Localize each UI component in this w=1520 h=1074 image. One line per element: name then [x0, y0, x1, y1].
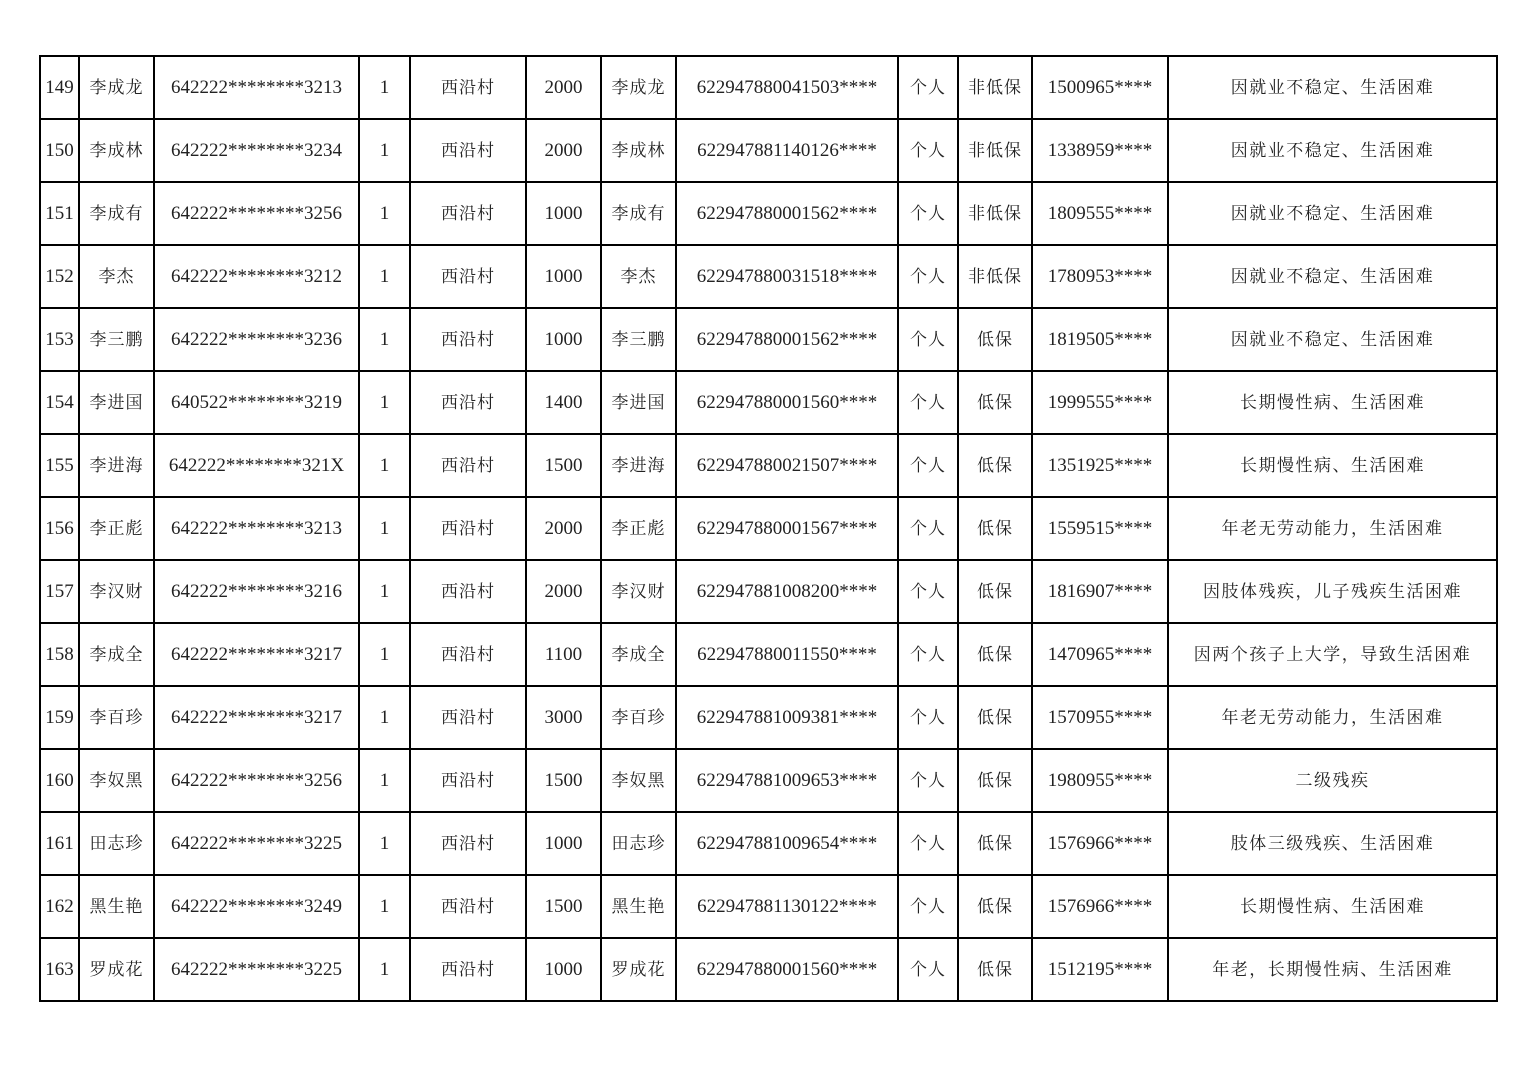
- cell-welfare-status: 非低保: [958, 119, 1032, 182]
- cell-hardship-reason: 因就业不稳定、生活困难: [1168, 245, 1497, 308]
- cell-payee-name: 李成全: [601, 623, 676, 686]
- cell-bank-account: 622947881008200****: [676, 560, 898, 623]
- cell-serial-number: 158: [40, 623, 79, 686]
- cell-phone-number: 1500965****: [1032, 56, 1168, 119]
- cell-name: 李正彪: [79, 497, 154, 560]
- cell-account-type: 个人: [898, 245, 958, 308]
- cell-village: 西沿村: [410, 497, 526, 560]
- table-row: [40, 686, 1497, 749]
- cell-welfare-status: 低保: [958, 749, 1032, 812]
- cell-payee-name: 李成龙: [601, 56, 676, 119]
- cell-village: 西沿村: [410, 623, 526, 686]
- cell-serial-number: 163: [40, 938, 79, 1001]
- cell-amount: 1000: [526, 812, 601, 875]
- cell-amount: 1000: [526, 938, 601, 1001]
- table-row: [40, 749, 1497, 812]
- cell-phone-number: 1576966****: [1032, 875, 1168, 938]
- cell-payee-name: 李杰: [601, 245, 676, 308]
- cell-household-size: 1: [359, 308, 410, 371]
- cell-id-number: 642222********3213: [154, 56, 359, 119]
- cell-hardship-reason: 长期慢性病、生活困难: [1168, 875, 1497, 938]
- cell-household-size: 1: [359, 623, 410, 686]
- cell-household-size: 1: [359, 875, 410, 938]
- cell-payee-name: 李进海: [601, 434, 676, 497]
- cell-serial-number: 162: [40, 875, 79, 938]
- cell-bank-account: 622947880031518****: [676, 245, 898, 308]
- cell-phone-number: 1576966****: [1032, 812, 1168, 875]
- cell-bank-account: 622947881009653****: [676, 749, 898, 812]
- table-row: [40, 434, 1497, 497]
- cell-name: 田志珍: [79, 812, 154, 875]
- cell-bank-account: 622947880001562****: [676, 308, 898, 371]
- cell-bank-account: 622947880001567****: [676, 497, 898, 560]
- cell-payee-name: 李奴黑: [601, 749, 676, 812]
- cell-serial-number: 159: [40, 686, 79, 749]
- cell-household-size: 1: [359, 434, 410, 497]
- cell-name: 李成全: [79, 623, 154, 686]
- cell-serial-number: 154: [40, 371, 79, 434]
- cell-account-type: 个人: [898, 938, 958, 1001]
- cell-amount: 1000: [526, 182, 601, 245]
- cell-household-size: 1: [359, 245, 410, 308]
- cell-account-type: 个人: [898, 686, 958, 749]
- cell-bank-account: 622947880011550****: [676, 623, 898, 686]
- cell-phone-number: 1780953****: [1032, 245, 1168, 308]
- cell-account-type: 个人: [898, 56, 958, 119]
- cell-village: 西沿村: [410, 371, 526, 434]
- cell-welfare-status: 非低保: [958, 56, 1032, 119]
- cell-village: 西沿村: [410, 182, 526, 245]
- cell-phone-number: 1570955****: [1032, 686, 1168, 749]
- table-row: [40, 812, 1497, 875]
- cell-name: 李汉财: [79, 560, 154, 623]
- cell-name: 黑生艳: [79, 875, 154, 938]
- cell-serial-number: 155: [40, 434, 79, 497]
- cell-bank-account: 622947880021507****: [676, 434, 898, 497]
- cell-village: 西沿村: [410, 119, 526, 182]
- cell-welfare-status: 低保: [958, 497, 1032, 560]
- cell-village: 西沿村: [410, 308, 526, 371]
- cell-welfare-status: 低保: [958, 875, 1032, 938]
- cell-serial-number: 150: [40, 119, 79, 182]
- cell-name: 李三鹏: [79, 308, 154, 371]
- cell-id-number: 642222********3256: [154, 749, 359, 812]
- cell-phone-number: 1512195****: [1032, 938, 1168, 1001]
- cell-village: 西沿村: [410, 686, 526, 749]
- table-row: [40, 245, 1497, 308]
- cell-id-number: 642222********3213: [154, 497, 359, 560]
- cell-welfare-status: 低保: [958, 371, 1032, 434]
- cell-bank-account: 622947880001560****: [676, 938, 898, 1001]
- cell-hardship-reason: 年老，长期慢性病、生活困难: [1168, 938, 1497, 1001]
- cell-amount: 2000: [526, 119, 601, 182]
- cell-id-number: 642222********3225: [154, 938, 359, 1001]
- cell-bank-account: 622947881009381****: [676, 686, 898, 749]
- cell-payee-name: 李汉财: [601, 560, 676, 623]
- cell-village: 西沿村: [410, 560, 526, 623]
- cell-bank-account: 622947881009654****: [676, 812, 898, 875]
- cell-payee-name: 黑生艳: [601, 875, 676, 938]
- cell-account-type: 个人: [898, 623, 958, 686]
- table-row: [40, 560, 1497, 623]
- cell-name: 罗成花: [79, 938, 154, 1001]
- cell-hardship-reason: 因肢体残疾，儿子残疾生活困难: [1168, 560, 1497, 623]
- cell-hardship-reason: 长期慢性病、生活困难: [1168, 371, 1497, 434]
- cell-phone-number: 1819505****: [1032, 308, 1168, 371]
- cell-payee-name: 罗成花: [601, 938, 676, 1001]
- cell-welfare-status: 非低保: [958, 245, 1032, 308]
- cell-welfare-status: 非低保: [958, 182, 1032, 245]
- cell-payee-name: 李百珍: [601, 686, 676, 749]
- cell-serial-number: 156: [40, 497, 79, 560]
- cell-village: 西沿村: [410, 434, 526, 497]
- cell-serial-number: 149: [40, 56, 79, 119]
- cell-amount: 1000: [526, 308, 601, 371]
- cell-household-size: 1: [359, 182, 410, 245]
- cell-payee-name: 李成林: [601, 119, 676, 182]
- cell-account-type: 个人: [898, 182, 958, 245]
- cell-amount: 2000: [526, 560, 601, 623]
- cell-id-number: 642222********321X: [154, 434, 359, 497]
- cell-welfare-status: 低保: [958, 560, 1032, 623]
- cell-account-type: 个人: [898, 497, 958, 560]
- cell-amount: 2000: [526, 56, 601, 119]
- cell-household-size: 1: [359, 749, 410, 812]
- cell-village: 西沿村: [410, 938, 526, 1001]
- cell-id-number: 640522********3219: [154, 371, 359, 434]
- cell-bank-account: 622947880001562****: [676, 182, 898, 245]
- cell-village: 西沿村: [410, 812, 526, 875]
- cell-id-number: 642222********3225: [154, 812, 359, 875]
- cell-phone-number: 1559515****: [1032, 497, 1168, 560]
- cell-id-number: 642222********3234: [154, 119, 359, 182]
- table-row: [40, 119, 1497, 182]
- cell-welfare-status: 低保: [958, 434, 1032, 497]
- relief-roster-table: [39, 55, 1498, 1002]
- cell-hardship-reason: 因两个孩子上大学，导致生活困难: [1168, 623, 1497, 686]
- cell-phone-number: 1351925****: [1032, 434, 1168, 497]
- cell-hardship-reason: 因就业不稳定、生活困难: [1168, 308, 1497, 371]
- cell-name: 李进国: [79, 371, 154, 434]
- cell-phone-number: 1470965****: [1032, 623, 1168, 686]
- cell-id-number: 642222********3256: [154, 182, 359, 245]
- cell-household-size: 1: [359, 371, 410, 434]
- cell-amount: 1500: [526, 749, 601, 812]
- cell-welfare-status: 低保: [958, 812, 1032, 875]
- cell-village: 西沿村: [410, 56, 526, 119]
- cell-payee-name: 李成有: [601, 182, 676, 245]
- cell-phone-number: 1980955****: [1032, 749, 1168, 812]
- table-row: [40, 371, 1497, 434]
- cell-id-number: 642222********3216: [154, 560, 359, 623]
- cell-payee-name: 李进国: [601, 371, 676, 434]
- cell-household-size: 1: [359, 560, 410, 623]
- cell-welfare-status: 低保: [958, 686, 1032, 749]
- cell-name: 李成龙: [79, 56, 154, 119]
- cell-household-size: 1: [359, 938, 410, 1001]
- cell-payee-name: 田志珍: [601, 812, 676, 875]
- table-row: [40, 938, 1497, 1001]
- table-row: [40, 182, 1497, 245]
- cell-serial-number: 161: [40, 812, 79, 875]
- cell-amount: 1500: [526, 875, 601, 938]
- cell-household-size: 1: [359, 119, 410, 182]
- cell-name: 李奴黑: [79, 749, 154, 812]
- cell-village: 西沿村: [410, 245, 526, 308]
- cell-id-number: 642222********3212: [154, 245, 359, 308]
- cell-amount: 2000: [526, 497, 601, 560]
- cell-bank-account: 622947880001560****: [676, 371, 898, 434]
- cell-name: 李杰: [79, 245, 154, 308]
- table-body: [40, 56, 1497, 1001]
- cell-hardship-reason: 肢体三级残疾、生活困难: [1168, 812, 1497, 875]
- cell-household-size: 1: [359, 812, 410, 875]
- cell-account-type: 个人: [898, 119, 958, 182]
- table-row: [40, 56, 1497, 119]
- cell-name: 李百珍: [79, 686, 154, 749]
- cell-phone-number: 1338959****: [1032, 119, 1168, 182]
- cell-bank-account: 622947880041503****: [676, 56, 898, 119]
- cell-bank-account: 622947881130122****: [676, 875, 898, 938]
- cell-hardship-reason: 长期慢性病、生活困难: [1168, 434, 1497, 497]
- cell-payee-name: 李正彪: [601, 497, 676, 560]
- cell-account-type: 个人: [898, 749, 958, 812]
- cell-welfare-status: 低保: [958, 308, 1032, 371]
- cell-welfare-status: 低保: [958, 938, 1032, 1001]
- cell-name: 李进海: [79, 434, 154, 497]
- cell-hardship-reason: 因就业不稳定、生活困难: [1168, 182, 1497, 245]
- cell-phone-number: 1999555****: [1032, 371, 1168, 434]
- cell-amount: 1100: [526, 623, 601, 686]
- cell-village: 西沿村: [410, 875, 526, 938]
- cell-account-type: 个人: [898, 308, 958, 371]
- cell-household-size: 1: [359, 56, 410, 119]
- cell-village: 西沿村: [410, 749, 526, 812]
- cell-amount: 1000: [526, 245, 601, 308]
- cell-phone-number: 1816907****: [1032, 560, 1168, 623]
- cell-phone-number: 1809555****: [1032, 182, 1168, 245]
- cell-amount: 3000: [526, 686, 601, 749]
- cell-account-type: 个人: [898, 371, 958, 434]
- cell-account-type: 个人: [898, 812, 958, 875]
- cell-hardship-reason: 二级残疾: [1168, 749, 1497, 812]
- cell-welfare-status: 低保: [958, 623, 1032, 686]
- cell-household-size: 1: [359, 497, 410, 560]
- cell-id-number: 642222********3217: [154, 623, 359, 686]
- cell-hardship-reason: 因就业不稳定、生活困难: [1168, 56, 1497, 119]
- cell-amount: 1500: [526, 434, 601, 497]
- cell-serial-number: 152: [40, 245, 79, 308]
- cell-hardship-reason: 年老无劳动能力，生活困难: [1168, 686, 1497, 749]
- table-row: [40, 497, 1497, 560]
- cell-hardship-reason: 因就业不稳定、生活困难: [1168, 119, 1497, 182]
- cell-account-type: 个人: [898, 875, 958, 938]
- cell-bank-account: 622947881140126****: [676, 119, 898, 182]
- cell-hardship-reason: 年老无劳动能力，生活困难: [1168, 497, 1497, 560]
- cell-id-number: 642222********3249: [154, 875, 359, 938]
- cell-account-type: 个人: [898, 560, 958, 623]
- table-row: [40, 875, 1497, 938]
- cell-id-number: 642222********3236: [154, 308, 359, 371]
- cell-name: 李成有: [79, 182, 154, 245]
- table-row: [40, 623, 1497, 686]
- cell-account-type: 个人: [898, 434, 958, 497]
- cell-serial-number: 151: [40, 182, 79, 245]
- cell-payee-name: 李三鹏: [601, 308, 676, 371]
- cell-amount: 1400: [526, 371, 601, 434]
- cell-serial-number: 160: [40, 749, 79, 812]
- table-row: [40, 308, 1497, 371]
- cell-id-number: 642222********3217: [154, 686, 359, 749]
- cell-serial-number: 157: [40, 560, 79, 623]
- cell-name: 李成林: [79, 119, 154, 182]
- cell-household-size: 1: [359, 686, 410, 749]
- cell-serial-number: 153: [40, 308, 79, 371]
